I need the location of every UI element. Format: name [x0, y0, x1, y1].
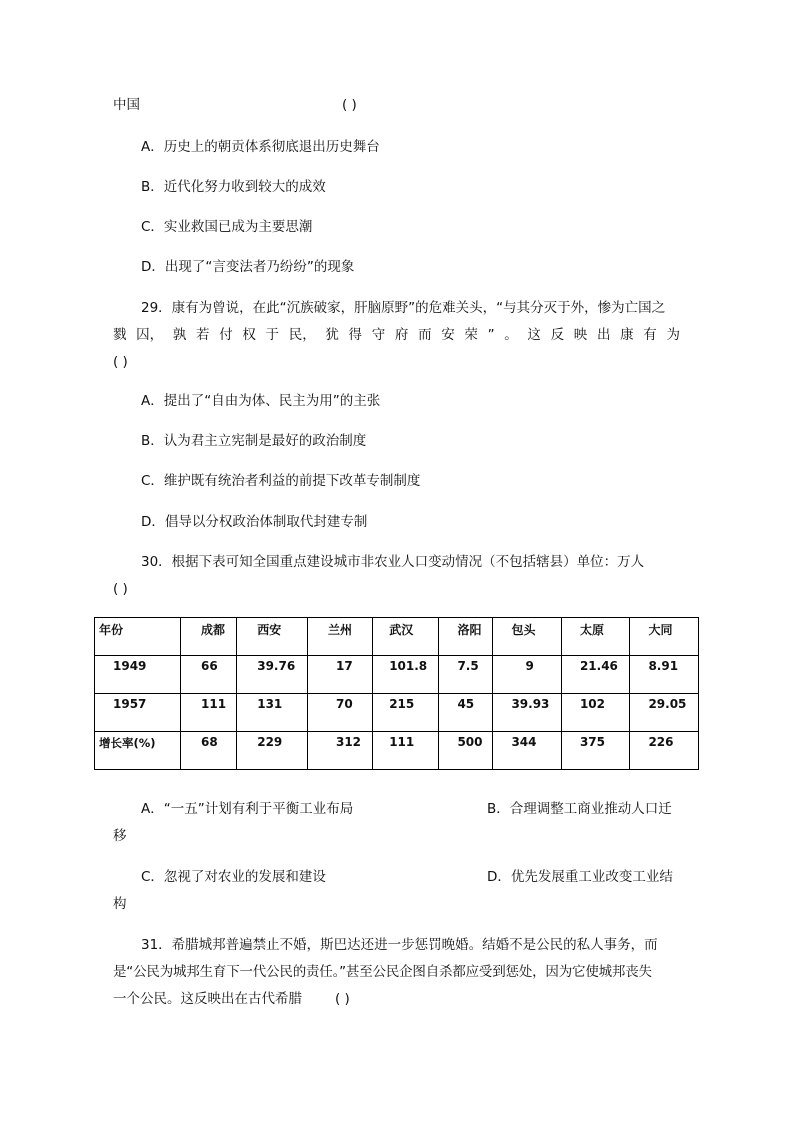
table-cell: 70 — [307, 694, 372, 732]
table-cell: 229 — [237, 732, 308, 770]
q29-option-c: C．维护既有统治者利益的前提下改革专制制度 — [141, 473, 421, 489]
q30-option-d-wrap: 构 — [113, 896, 127, 912]
q29-char: 而 — [418, 327, 432, 343]
q28-option-c: C．实业救国已成为主要思潮 — [141, 219, 313, 235]
q31-stem-line1: 31．希腊城邦普遍禁止不婚，斯巴达还进一步惩罚晚婚。结婚不是公民的私人事务，而 — [141, 937, 658, 953]
q29-char: ” — [487, 327, 495, 343]
q29-char: 为 — [666, 327, 680, 343]
q29-char: 若 — [196, 327, 210, 343]
q30-option-b-wrap: 移 — [113, 828, 127, 844]
q29-char: 民， — [288, 327, 316, 343]
table-header-cell: 包头 — [493, 618, 562, 656]
table-header-cell: 洛阳 — [439, 618, 493, 656]
population-table — [94, 617, 699, 770]
table-cell: 17 — [307, 656, 372, 694]
q29-option-d: D．倡导以分权政治体制取代封建专制 — [141, 514, 368, 530]
table-cell: 312 — [307, 732, 372, 770]
q29-stem-line1: 29．康有为曾说，在此“沉族破家，肝脑原野”的危难关头，“与其分灭于外，惨为亡国之 — [141, 300, 666, 316]
q29-char: 府 — [394, 327, 409, 343]
table-cell: 68 — [181, 732, 237, 770]
q28-stem-tail — [113, 95, 140, 115]
table-header-cell: 武汉 — [373, 618, 439, 656]
table-cell: 66 — [181, 656, 237, 694]
q29-char: 付 — [219, 327, 233, 343]
table-cell: 7.5 — [439, 656, 493, 694]
table-cell: 8.91 — [630, 656, 699, 694]
table-header-cell: 兰州 — [307, 618, 372, 656]
table-cell: 215 — [373, 694, 439, 732]
q29-stem-line2 — [113, 325, 680, 345]
table-cell: 21.46 — [561, 656, 630, 694]
q29-char: 犹 — [325, 327, 339, 343]
q29-char: 安 — [441, 327, 455, 343]
q29-char: 这 — [527, 327, 541, 343]
q29-char: 有 — [643, 327, 657, 343]
q31-stem-line3: 一个公民。这反映出在古代希腊 — [113, 991, 302, 1007]
q31-stem-line2: 是“公民为城邦生育下一代公民的责任。”甚至公民企图自杀都应受到惩处，因为它使城邦丧失 — [113, 964, 652, 980]
q29-char: 戮 — [113, 327, 127, 343]
q29-answer-paren: ( ) — [113, 354, 128, 370]
table-cell: 131 — [237, 694, 308, 732]
q29-char: 囚， — [136, 327, 164, 343]
q29-option-b: B．认为君主立宪制是最好的政治制度 — [141, 433, 367, 449]
q29-char: 守 — [371, 327, 386, 343]
q28-option-b: B．近代化努力收到较大的成效 — [141, 179, 326, 195]
table-cell: 111 — [373, 732, 439, 770]
table-cell: 29.05 — [630, 694, 699, 732]
q30-option-d: D．优先发展重工业改变工业结 — [487, 869, 673, 885]
table-header-cell: 太原 — [561, 618, 630, 656]
table-header-cell: 大同 — [630, 618, 699, 656]
table-cell: 增长率(%) — [95, 732, 181, 770]
table-cell: 39.76 — [237, 656, 308, 694]
table-cell: 1957 — [95, 694, 181, 732]
q28-option-a: A．历史上的朝贡体系彻底退出历史舞台 — [141, 139, 380, 155]
q28-option-d: D．出现了“言变法者乃纷纷”的现象 — [141, 259, 355, 275]
q30-option-a: A．“一五”计划有利于平衡工业布局 — [141, 801, 354, 817]
table-cell: 1949 — [95, 656, 181, 694]
table-cell: 111 — [181, 694, 237, 732]
table-cell: 102 — [561, 694, 630, 732]
table-cell: 9 — [493, 656, 562, 694]
table-cell: 500 — [439, 732, 493, 770]
table-header-cell: 年份 — [95, 618, 181, 656]
table-cell: 375 — [561, 732, 630, 770]
q29-char: 反 — [550, 327, 565, 343]
q28-stem-text: 中国 — [113, 97, 140, 113]
q28-answer-paren: ( ) — [342, 97, 357, 113]
table-header-cell: 成都 — [181, 618, 237, 656]
q31-answer-paren: ( ) — [335, 991, 350, 1007]
q29-char: 得 — [348, 327, 363, 343]
table-cell: 101.8 — [373, 656, 439, 694]
q29-char: 孰 — [172, 327, 187, 343]
q29-option-a: A．提出了“自由为体、民主为用”的主张 — [141, 393, 381, 409]
q29-char: 映 — [573, 327, 588, 343]
q29-char: 权 — [242, 327, 256, 343]
table-cell: 226 — [630, 732, 699, 770]
table-row — [95, 694, 699, 732]
q29-char: 出 — [596, 327, 611, 343]
q29-char: 。 — [504, 327, 518, 343]
table-header-row — [95, 618, 699, 656]
table-cell: 344 — [493, 732, 562, 770]
q30-stem: 30．根据下表可知全国重点建设城市非农业人口变动情况（不包括辖县）单位：万人 — [141, 554, 645, 570]
q29-char: 荣 — [464, 327, 478, 343]
q29-char: 于 — [265, 327, 280, 343]
table-cell: 45 — [439, 694, 493, 732]
table-cell: 39.93 — [493, 694, 562, 732]
q30-option-b: B．合理调整工商业推动人口迁 — [487, 801, 672, 817]
table-row — [95, 656, 699, 694]
table-row — [95, 732, 699, 770]
table-header-cell: 西安 — [237, 618, 308, 656]
q30-answer-paren: ( ) — [113, 581, 128, 597]
q30-option-c: C．忽视了对农业的发展和建设 — [141, 869, 326, 885]
q29-char: 康 — [620, 327, 634, 343]
